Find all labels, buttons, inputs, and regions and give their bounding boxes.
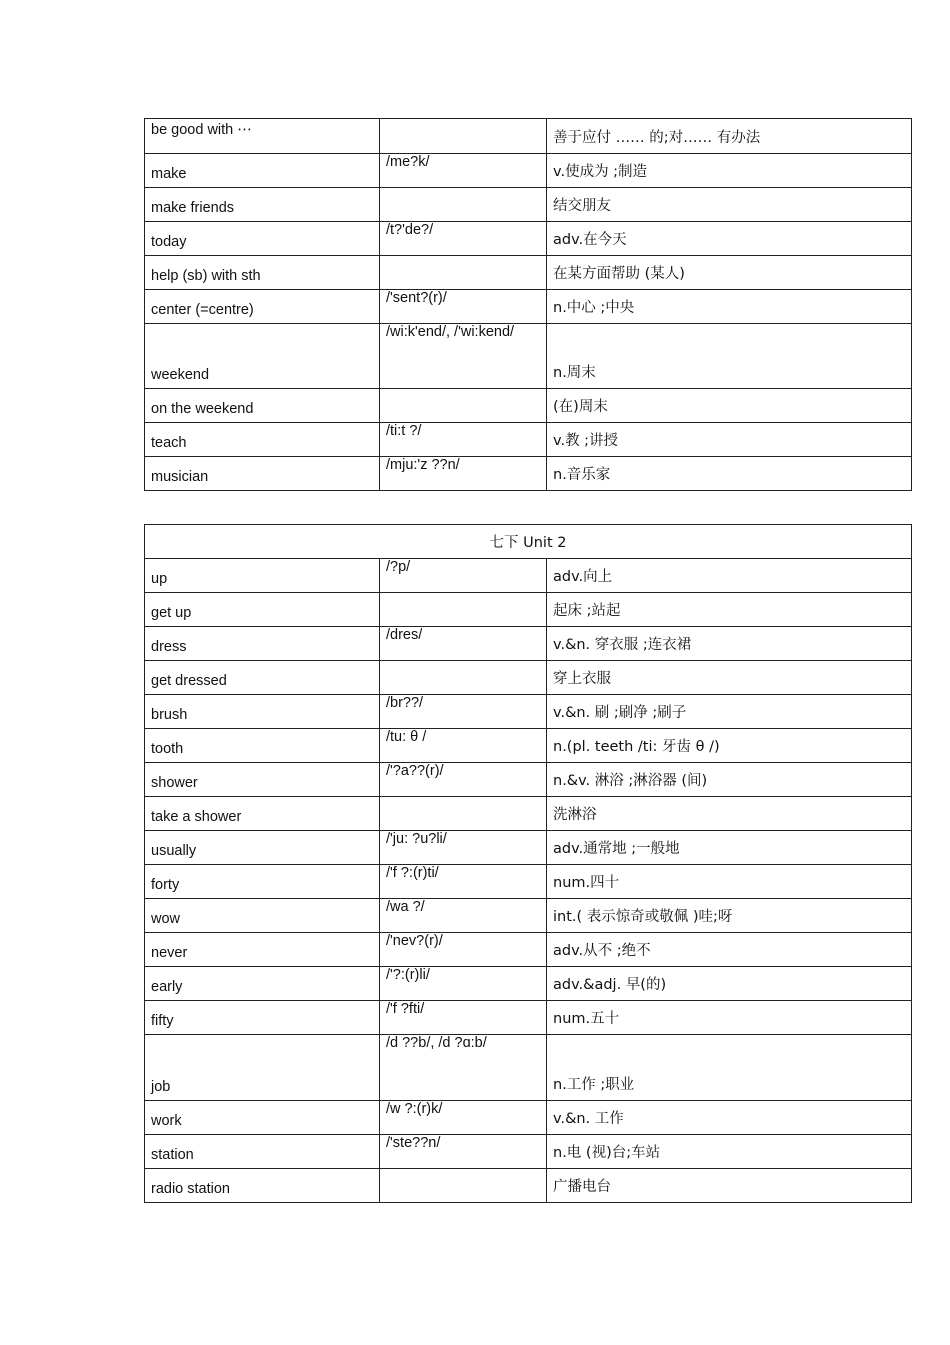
vocab-phonetic: /w ?:(r)k/	[380, 1101, 547, 1135]
vocab-word: musician	[145, 457, 380, 491]
vocab-meaning: n.电 (视)台;车站	[547, 1135, 912, 1169]
vocab-phonetic	[380, 593, 547, 627]
vocab-word: wow	[145, 899, 380, 933]
vocab-word: shower	[145, 763, 380, 797]
vocab-phonetic	[380, 389, 547, 423]
table-row	[145, 256, 912, 290]
vocab-meaning: adv.从不 ;绝不	[547, 933, 912, 967]
vocab-phonetic: /'f ?fti/	[380, 1001, 547, 1035]
vocab-meaning: v.教 ;讲授	[547, 423, 912, 457]
vocab-meaning: int.( 表示惊奇或敬佩 )哇;呀	[547, 899, 912, 933]
table-row	[145, 661, 912, 695]
table-row	[145, 729, 912, 763]
vocab-meaning: n.周末	[547, 324, 912, 389]
vocab-meaning: v.&n. 穿衣服 ;连衣裙	[547, 627, 912, 661]
unit-heading: 七下 Unit 2	[145, 525, 912, 559]
vocab-phonetic: /me?k/	[380, 154, 547, 188]
vocab-meaning: adv.&adj. 早(的)	[547, 967, 912, 1001]
table-row	[145, 1135, 912, 1169]
vocab-meaning: n.工作 ;职业	[547, 1035, 912, 1101]
vocab-phonetic: /'ste??n/	[380, 1135, 547, 1169]
vocab-phonetic	[380, 661, 547, 695]
vocab-phonetic: /'?:(r)li/	[380, 967, 547, 1001]
vocab-meaning: 洗淋浴	[547, 797, 912, 831]
table-row	[145, 559, 912, 593]
vocab-word: up	[145, 559, 380, 593]
table-row	[145, 188, 912, 222]
vocab-phonetic: /t?'de?/	[380, 222, 547, 256]
table-row	[145, 763, 912, 797]
table-row	[145, 119, 912, 154]
vocab-word: take a shower	[145, 797, 380, 831]
table-row	[145, 831, 912, 865]
vocab-phonetic: /ti:t ?/	[380, 423, 547, 457]
vocab-word: never	[145, 933, 380, 967]
vocab-meaning: v.使成为 ;制造	[547, 154, 912, 188]
vocab-phonetic: /d ??b/, /d ?ɑ:b/	[380, 1035, 547, 1101]
vocab-phonetic	[380, 256, 547, 290]
vocab-word: job	[145, 1035, 380, 1101]
vocab-meaning: 结交朋友	[547, 188, 912, 222]
vocab-meaning: 广播电台	[547, 1169, 912, 1203]
vocab-word: forty	[145, 865, 380, 899]
vocab-phonetic: /tu: θ /	[380, 729, 547, 763]
table-row	[145, 967, 912, 1001]
vocab-phonetic: /'f ?:(r)ti/	[380, 865, 547, 899]
vocab-word: make friends	[145, 188, 380, 222]
vocab-word: tooth	[145, 729, 380, 763]
table-row	[145, 423, 912, 457]
vocab-word: make	[145, 154, 380, 188]
vocab-word: help (sb) with sth	[145, 256, 380, 290]
vocab-word: work	[145, 1101, 380, 1135]
vocab-phonetic: /'ju: ?u?li/	[380, 831, 547, 865]
vocab-meaning: v.&n. 工作	[547, 1101, 912, 1135]
vocab-phonetic: /wa ?/	[380, 899, 547, 933]
vocab-meaning: 穿上衣服	[547, 661, 912, 695]
table-row	[145, 593, 912, 627]
vocab-meaning: v.&n. 刷 ;刷净 ;刷子	[547, 695, 912, 729]
vocab-word: on the weekend	[145, 389, 380, 423]
vocab-word: get up	[145, 593, 380, 627]
table-row	[145, 1035, 912, 1101]
vocab-word: brush	[145, 695, 380, 729]
vocab-meaning: adv.通常地 ;一般地	[547, 831, 912, 865]
vocab-word: be good with ⋯	[145, 119, 380, 154]
vocab-phonetic: /mju:'z ??n/	[380, 457, 547, 491]
vocab-word: center (=centre)	[145, 290, 380, 324]
table-row	[145, 154, 912, 188]
vocab-word: weekend	[145, 324, 380, 389]
vocab-phonetic: /'?a??(r)/	[380, 763, 547, 797]
vocab-meaning: 在某方面帮助 (某人)	[547, 256, 912, 290]
vocab-phonetic: /'nev?(r)/	[380, 933, 547, 967]
vocab-phonetic	[380, 797, 547, 831]
unit-heading-row	[145, 525, 912, 559]
table-row	[145, 933, 912, 967]
vocab-word: teach	[145, 423, 380, 457]
vocab-phonetic	[380, 1169, 547, 1203]
table-row	[145, 389, 912, 423]
vocab-meaning: n.(pl. teeth /ti: 牙齿 θ /)	[547, 729, 912, 763]
vocab-phonetic: /dres/	[380, 627, 547, 661]
table-row	[145, 627, 912, 661]
table-row	[145, 222, 912, 256]
vocab-word: today	[145, 222, 380, 256]
table-row	[145, 695, 912, 729]
vocab-word: dress	[145, 627, 380, 661]
vocab-meaning: 善于应付 …… 的;对…… 有办法	[547, 119, 912, 154]
vocab-phonetic: /?p/	[380, 559, 547, 593]
vocab-table-unit1-continued	[144, 118, 912, 491]
vocab-table-unit2	[144, 524, 912, 1203]
vocab-word: fifty	[145, 1001, 380, 1035]
table-row	[145, 899, 912, 933]
vocab-meaning: num.五十	[547, 1001, 912, 1035]
vocab-word: get dressed	[145, 661, 380, 695]
vocab-meaning: adv.向上	[547, 559, 912, 593]
table-row	[145, 324, 912, 389]
table-row	[145, 457, 912, 491]
vocab-meaning: num.四十	[547, 865, 912, 899]
vocab-phonetic	[380, 119, 547, 154]
table-row	[145, 797, 912, 831]
vocab-meaning: n.中心 ;中央	[547, 290, 912, 324]
vocab-word: radio station	[145, 1169, 380, 1203]
vocab-meaning: (在)周末	[547, 389, 912, 423]
table-row	[145, 1101, 912, 1135]
vocab-meaning: adv.在今天	[547, 222, 912, 256]
vocab-word: station	[145, 1135, 380, 1169]
table-row	[145, 1001, 912, 1035]
vocab-word: early	[145, 967, 380, 1001]
vocab-phonetic: /'sent?(r)/	[380, 290, 547, 324]
table-row	[145, 1169, 912, 1203]
vocab-meaning: 起床 ;站起	[547, 593, 912, 627]
vocab-phonetic: /br??/	[380, 695, 547, 729]
vocab-word: usually	[145, 831, 380, 865]
vocab-meaning: n.音乐家	[547, 457, 912, 491]
vocab-phonetic: /wi:k'end/, /'wi:kend/	[380, 324, 547, 389]
vocab-phonetic	[380, 188, 547, 222]
table-row	[145, 865, 912, 899]
vocab-meaning: n.&v. 淋浴 ;淋浴器 (间)	[547, 763, 912, 797]
table-row	[145, 290, 912, 324]
